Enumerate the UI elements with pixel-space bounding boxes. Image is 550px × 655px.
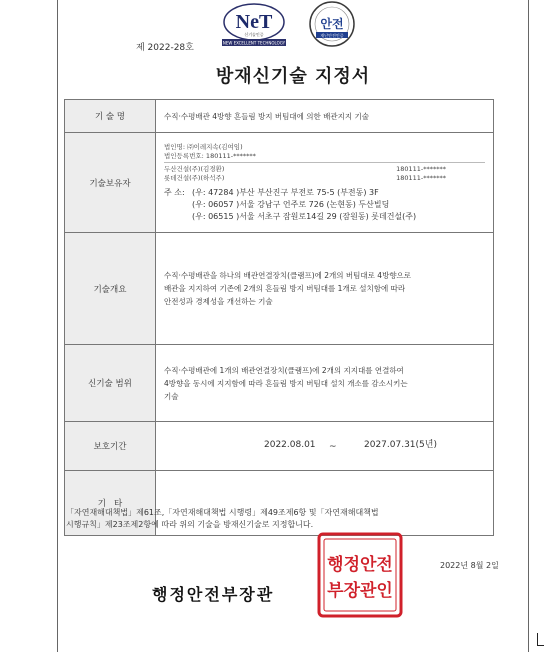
table-row-summary — [65, 233, 494, 345]
table-row-period — [65, 422, 494, 471]
owner-value — [156, 133, 494, 233]
legal-basis-line: 시행규칙」제23조제2항에 따라 위의 기술을 방재신기술로 지정합니다. — [66, 520, 314, 529]
net-logo — [214, 0, 294, 48]
owner-reg-number: 180111-******* — [396, 164, 446, 173]
safety-logo-caption: 재난안전인증 — [320, 33, 344, 38]
seal-text-line2: 부장관인 — [327, 581, 393, 601]
summary-line: 안전성과 경제성을 개선하는 기술 — [164, 297, 273, 306]
owner-reg-number: 180111-******* — [396, 173, 446, 182]
scope-line: 수직·수평배관에 1개의 배관연결장치(클램프)에 2개의 지지대를 연결하여 — [164, 365, 404, 375]
issue-date: 2022년 8월 2일 — [440, 561, 499, 570]
owner-header — [164, 143, 485, 163]
address-line — [164, 187, 485, 199]
document-number: 제 2022-28호 — [136, 43, 194, 53]
header-logos — [214, 0, 394, 50]
net-logo-text: NeT — [235, 11, 273, 33]
address-text: (우: 06515 )서울 서초구 잠원로14길 29 (잠원동) 롯데건설(주) — [192, 211, 417, 221]
period-start: 2022.08.01 — [264, 440, 316, 450]
table-row-owner — [65, 133, 494, 233]
owner-header-num: 법인등록번호: 180111-******* — [164, 151, 256, 160]
summary-line: 배관을 지지하여 기존에 2개의 흔들림 방지 버팀대를 1개로 설치함에 따라 — [164, 284, 406, 293]
owner-list — [164, 143, 485, 183]
safety-logo-text: 안전 — [320, 17, 344, 31]
summary-label: 기술개요 — [65, 233, 156, 345]
scope-line: 기술 — [164, 391, 179, 401]
net-logo-caption: 신기술인증 — [244, 32, 264, 37]
page-title: 방재신기술 지정서 — [215, 66, 371, 87]
scope-line: 4방향을 동시에 지지함에 따라 흔들림 방지 버팀대 설치 개소를 감소시키는 — [164, 378, 408, 388]
seal-text-line1: 행정안전 — [327, 555, 393, 575]
issuer-name: 행정안전부장관 — [152, 585, 275, 604]
period-tilde: ~ — [329, 442, 337, 452]
summary-value — [156, 233, 494, 345]
official-seal — [315, 530, 405, 620]
address-line — [164, 211, 485, 223]
tech-name-value: 수직·수평배관 4방향 흔들림 방지 버팀대에 의한 배관지지 기술 — [156, 100, 494, 133]
owner-addresses — [164, 187, 485, 223]
safety-certification-logo — [306, 0, 358, 48]
address-text: (우: 47284 )부산 부산진구 부전로 75-5 (부전동) 3F — [192, 187, 379, 197]
owner-header-name: 법인명: ㈜이레지속(김여임) — [164, 142, 243, 151]
protection-period — [164, 439, 485, 453]
address-line — [164, 199, 485, 211]
legal-basis-text — [66, 507, 478, 531]
owner-item — [164, 174, 485, 183]
corner-mark — [537, 633, 544, 646]
address-text: (우: 06057 )서울 강남구 언주로 726 (논현동) 두산빌딩 — [192, 199, 390, 209]
etc-label: 기 타 — [65, 471, 156, 536]
scope-value — [156, 345, 494, 422]
owner-name: 롯데건설(주)(하석주) — [164, 173, 225, 182]
table-row-scope — [65, 345, 494, 422]
scope-label: 신기술 범위 — [65, 345, 156, 422]
owner-label: 기술보유자 — [65, 133, 156, 233]
summary-line: 수직·수평배관을 하나의 배관연결장치(클램프)에 2개의 버팀대로 4방향으로 — [164, 271, 412, 280]
tech-name-label: 기 술 명 — [65, 100, 156, 133]
table-row-tech-name — [65, 100, 494, 133]
period-label: 보호기간 — [65, 422, 156, 471]
period-value — [156, 422, 494, 471]
legal-basis-line: 「자연재해대책법」제61조,「자연재해대책법 시행령」제49조제6항 및「자연재해대책법 — [66, 508, 379, 517]
certificate-table — [64, 99, 494, 536]
net-logo-subcaption: NEW EXCELLENT TECHNOLOGY — [222, 40, 286, 46]
owner-name: 두산건설(주)(김경환) — [164, 164, 225, 173]
period-end: 2027.07.31(5년) — [364, 440, 437, 450]
address-label: 주 소: — [164, 187, 185, 197]
owner-item — [164, 165, 485, 174]
